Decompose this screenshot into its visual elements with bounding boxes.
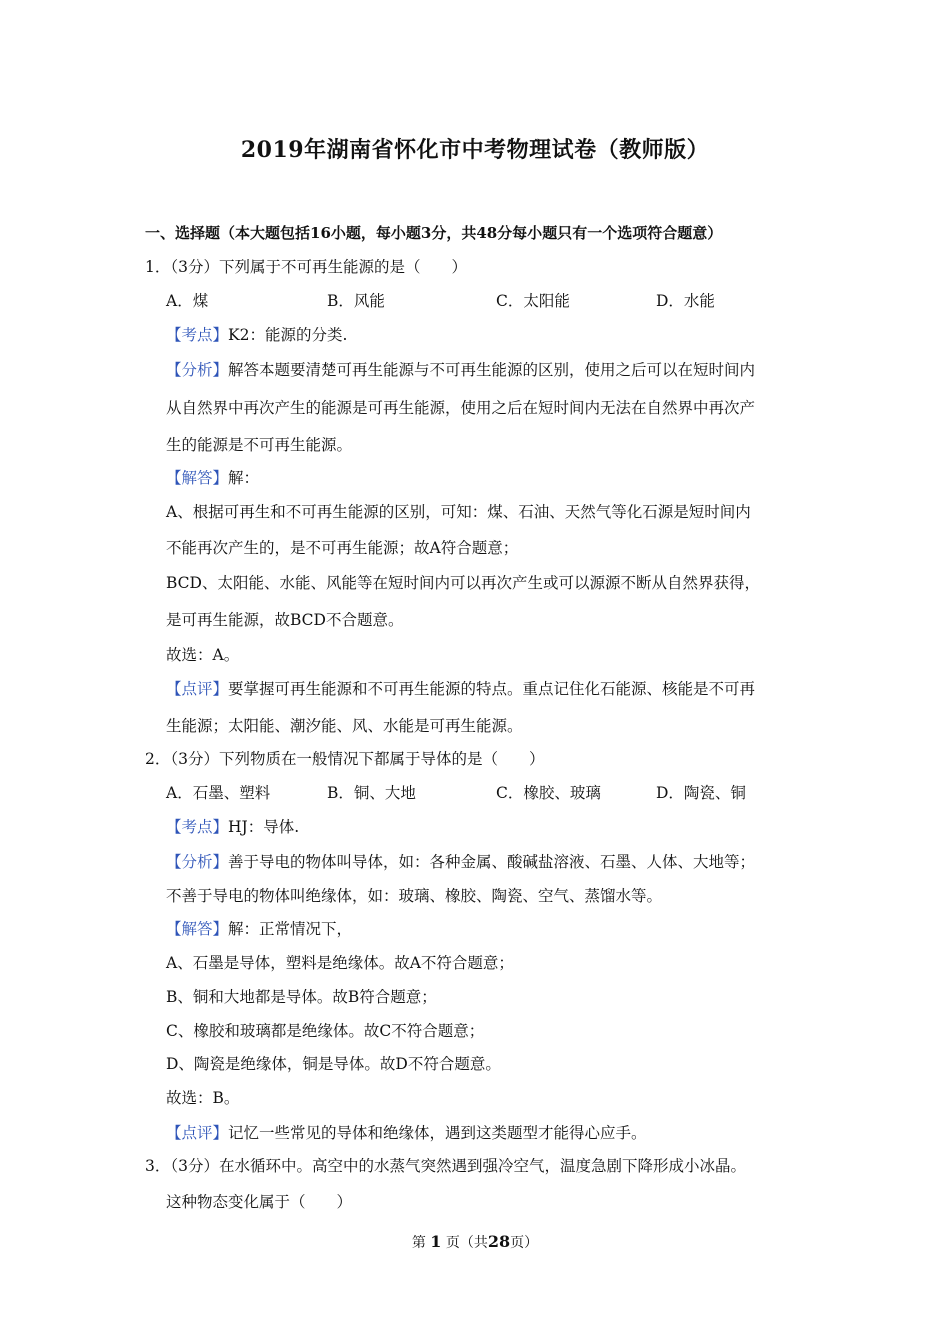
q2-option-d: D．陶瓷、铜: [656, 784, 746, 802]
q2-jieda-text: 解：正常情况下，: [228, 920, 353, 938]
q1-dianping-line: 生能源；太阳能、潮汐能、风、水能是可再生能源。: [166, 717, 523, 735]
q1-answer-line: 故选：A。: [166, 646, 240, 664]
q3-stem-continued: 这种物态变化属于（ ）: [166, 1193, 353, 1211]
dianping-tag: 【点评】: [166, 1124, 229, 1142]
q1-jieda-text: 解：: [228, 469, 260, 487]
q1-option-b: B．风能: [327, 292, 385, 310]
page-footer: [0, 1232, 950, 1252]
q2-jieda: [166, 919, 352, 939]
q2-answer-line: 故选：B。: [166, 1089, 240, 1107]
q2-fenxi-line: 不善于导电的物体叫绝缘体，如：玻璃、橡胶、陶瓷、空气、蒸馏水等。: [166, 887, 663, 905]
q1-option-c: C．太阳能: [496, 292, 570, 310]
fenxi-tag: 【分析】: [166, 853, 229, 871]
q1-jieda: [166, 468, 259, 488]
footer-suffix: 页）: [510, 1235, 539, 1251]
q1-kaodian: [166, 325, 347, 345]
q2-fenxi-line: 善于导电的物体叫导体，如：各种金属、酸碱盐溶液、石墨、人体、大地等；: [228, 853, 756, 871]
q1-answer-line: 是可再生能源，故BCD不合题意。: [166, 611, 404, 629]
kaodian-tag: 【考点】: [166, 326, 229, 344]
q1-dianping-line: 要掌握可再生能源和不可再生能源的特点。重点记住化石能源、核能是不可再: [228, 680, 756, 698]
footer-total-pages: 28: [487, 1232, 511, 1251]
q2-option-c: C．橡胶、玻璃: [496, 784, 601, 802]
q1-fenxi: [166, 360, 755, 380]
q2-answer-line: A、石墨是导体，塑料是绝缘体。故A不符合题意；: [166, 954, 514, 972]
q3-stem: 3．（3分）在水循环中。高空中的水蒸气突然遇到强冷空气，温度急剧下降形成小冰晶。: [145, 1157, 746, 1175]
q1-stem: 1．（3分）下列属于不可再生能源的是（ ）: [145, 258, 467, 276]
q2-dianping: [166, 1123, 647, 1143]
q1-dianping: [166, 679, 755, 699]
q2-fenxi: [166, 852, 755, 872]
q2-option-b: B．铜、大地: [327, 784, 416, 802]
q1-fenxi-line: 生的能源是不可再生能源。: [166, 436, 353, 454]
q1-kaodian-text: K2：能源的分类.: [228, 326, 348, 344]
q2-option-a: A．石墨、塑料: [166, 784, 271, 802]
footer-middle: 页（共: [445, 1235, 488, 1251]
dianping-tag: 【点评】: [166, 680, 229, 698]
q2-answer-line: C、橡胶和玻璃都是绝缘体。故C不符合题意；: [166, 1022, 485, 1040]
q2-stem: 2．（3分）下列物质在一般情况下都属于导体的是（ ）: [145, 750, 545, 768]
q1-answer-line: A、根据可再生和不可再生能源的区别，可知：煤、石油、天然气等化石源是短时间内: [166, 503, 751, 521]
q1-fenxi-line: 从自然界中再次产生的能源是可再生能源，使用之后在短时间内无法在自然界中再次产: [166, 399, 756, 417]
jieda-tag: 【解答】: [166, 920, 229, 938]
kaodian-tag: 【考点】: [166, 818, 229, 836]
q1-option-a: A．煤: [166, 292, 209, 310]
section-heading: 一、选择题（本大题包括16小题，每小题3分，共48分每小题只有一个选项符合题意）: [145, 224, 723, 242]
q2-answer-line: B、铜和大地都是导体。故B符合题意；: [166, 988, 437, 1006]
q2-kaodian-text: HJ：导体.: [228, 818, 300, 836]
footer-prefix: 第: [411, 1235, 426, 1251]
fenxi-tag: 【分析】: [166, 361, 229, 379]
jieda-tag: 【解答】: [166, 469, 229, 487]
q1-fenxi-line: 解答本题要清楚可再生能源与不可再生能源的区别，使用之后可以在短时间内: [228, 361, 756, 379]
q1-answer-line: BCD、太阳能、水能、风能等在短时间内可以再次产生或可以源源不断从自然界获得，: [166, 574, 760, 592]
page-title: 2019年湖南省怀化市中考物理试卷（教师版）: [240, 137, 710, 163]
q1-option-d: D．水能: [656, 292, 715, 310]
q1-answer-line: 不能再次产生的，是不可再生能源；故A符合题意；: [166, 539, 519, 557]
footer-page-number: 1: [430, 1232, 442, 1251]
q2-answer-line: D、陶瓷是绝缘体，铜是导体。故D不符合题意。: [166, 1055, 501, 1073]
q2-kaodian: [166, 817, 299, 837]
q2-dianping-line: 记忆一些常见的导体和绝缘体，遇到这类题型才能得心应手。: [228, 1124, 647, 1142]
